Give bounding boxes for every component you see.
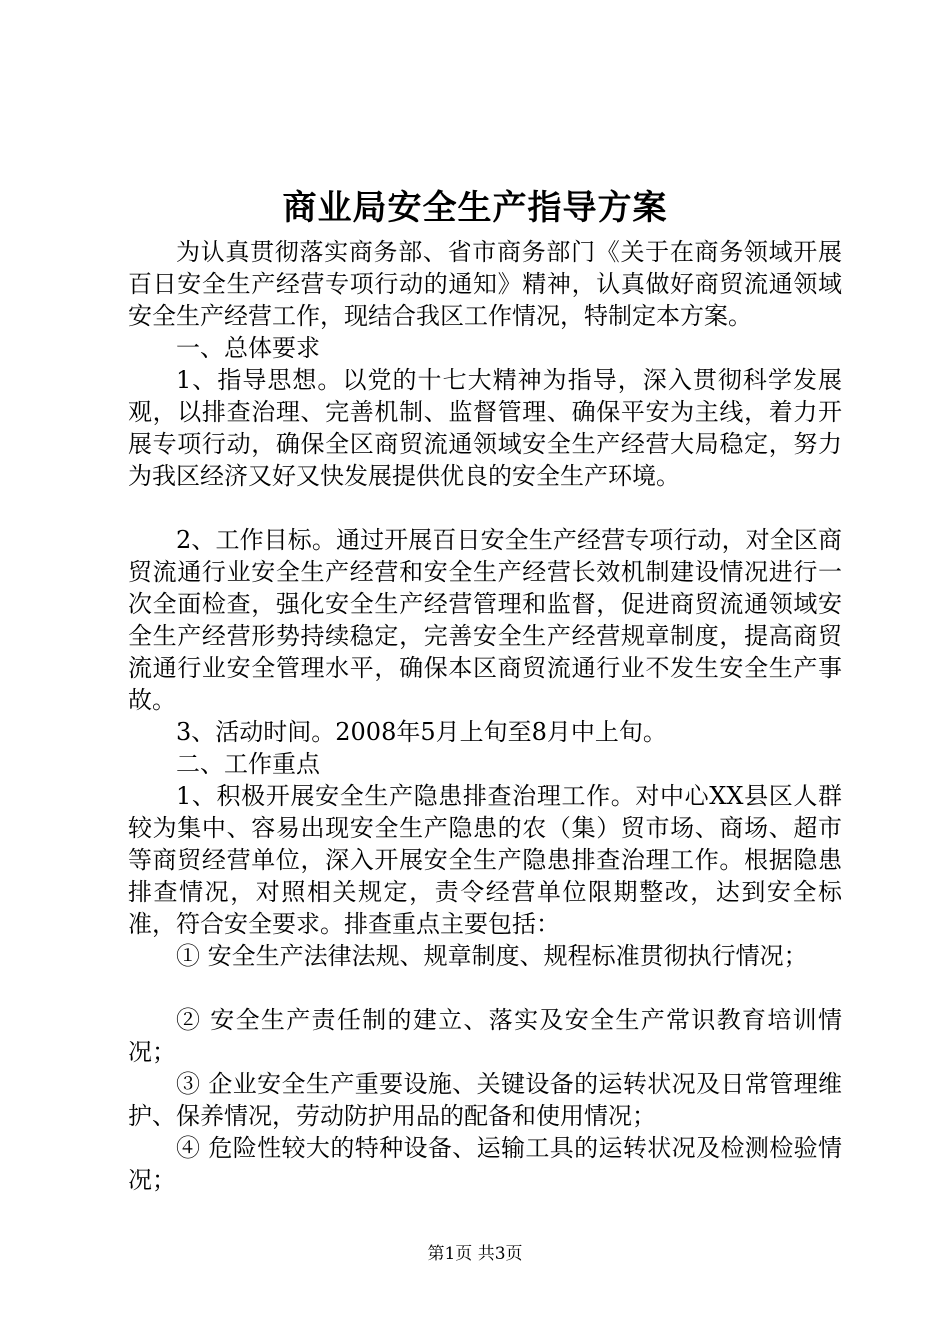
- list-item-1: ① 安全生产法律法规、规章制度、规程标准贯彻执行情况；: [176, 942, 808, 970]
- activity-time-paragraph: 3、活动时间。2008年5月上旬至8月中上旬。: [176, 718, 667, 746]
- page-footer: 第1页 共3页: [427, 1244, 523, 1264]
- work-goal-paragraph: 2、工作目标。通过开展百日安全生产经营专项行动，对全区商贸流通行业安全生产经营和安全生产经营长效机制建设情况进行一次全面检查，强化安全生产经营管理和监督，促进商贸流通领域安全生产经营形势持续稳定，完善安全生产经营规章制度，提高商贸流通行业安全管理水平，确保本区商贸流通行业不发生安全生产事故。: [128, 526, 842, 714]
- section-heading-general: 一、总体要求: [176, 334, 320, 362]
- document-body: [128, 236, 842, 1196]
- list-item-4: ④ 危险性较大的特种设备、运输工具的运转状况及检测检验情况；: [128, 1134, 842, 1194]
- section-heading-focus: 二、工作重点: [176, 750, 320, 778]
- list-item-3: ③ 企业安全生产重要设施、关键设备的运转状况及日常管理维护、保养情况，劳动防护用品的配备和使用情况；: [128, 1070, 842, 1130]
- list-item-2: ② 安全生产责任制的建立、落实及安全生产常识教育培训情况；: [128, 1006, 842, 1066]
- document-title: 商业局安全生产指导方案: [282, 188, 668, 228]
- guiding-ideology-paragraph: 1、指导思想。以党的十七大精神为指导，深入贯彻科学发展观，以排查治理、完善机制、监督管理、确保平安为主线，着力开展专项行动，确保全区商贸流通领域安全生产经营大局稳定，努力为我区经济又好又快发展提供优良的安全生产环境。: [128, 366, 842, 490]
- hazard-inspection-paragraph: 1、积极开展安全生产隐患排查治理工作。对中心XX县区人群较为集中、容易出现安全生产隐患的农（集）贸市场、商场、超市等商贸经营单位，深入开展安全生产隐患排查治理工作。根据隐患排查情况，对照相关规定，责令经营单位限期整改，达到安全标准，符合安全要求。排查重点主要包括：: [128, 782, 842, 938]
- intro-paragraph: 为认真贯彻落实商务部、省市商务部门《关于在商务领域开展百日安全生产经营专项行动的通知》精神，认真做好商贸流通领域安全生产经营工作，现结合我区工作情况，特制定本方案。: [128, 238, 842, 330]
